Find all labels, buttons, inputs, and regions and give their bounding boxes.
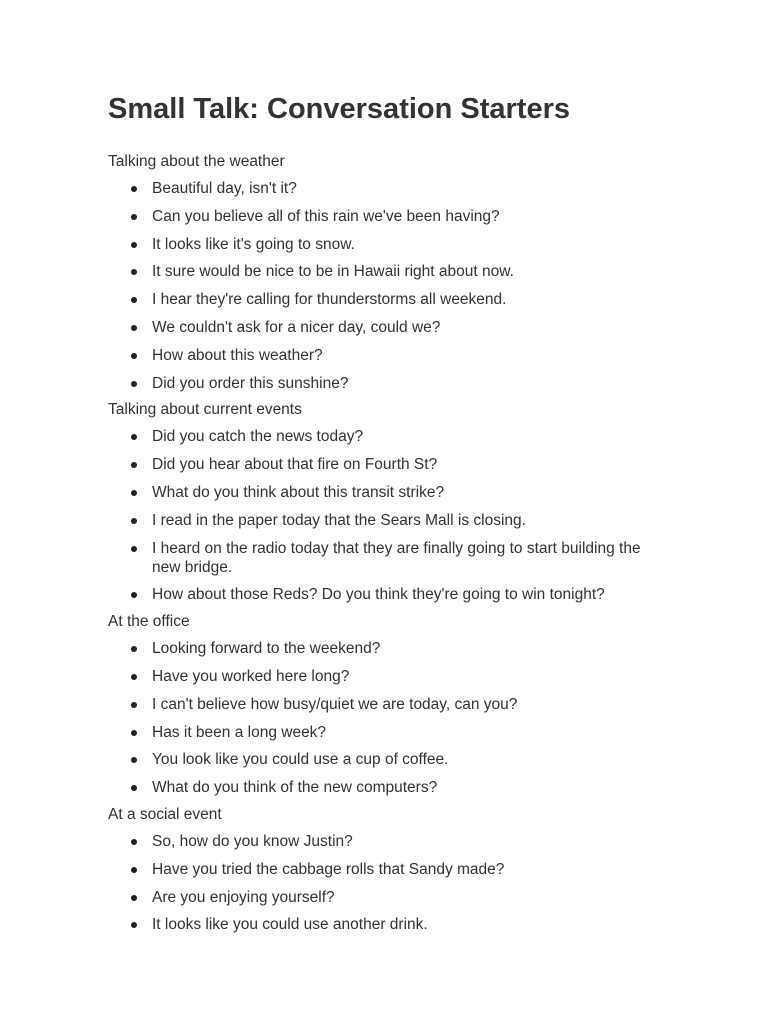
list-item [152,423,668,451]
bullet-icon [131,353,137,359]
list-item-text: What do you think about this transit strike? [152,483,445,501]
list-item-text: It looks like you could use another drink. [152,916,428,934]
section-weather [108,149,668,397]
bullet-icon [131,214,137,220]
list-item-text: So, how do you know Justin? [152,832,353,850]
bullet-icon [131,730,137,736]
list-item [152,884,668,912]
bullet-icon [131,646,137,652]
bullet-icon [131,462,137,468]
list-item-text: Has it been a long week? [152,723,327,741]
list-item [152,342,668,370]
list-item [152,911,668,939]
section-office [108,609,668,802]
list-item-text: Are you enjoying yourself? [152,888,335,906]
section-heading: At a social event [108,805,222,823]
list-item-text: We couldn't ask for a nicer day, could we? [152,318,441,336]
list-item [152,663,668,691]
list-item-text: Did you hear about that fire on Fourth St? [152,456,438,474]
list-item [152,774,668,802]
list-item [152,258,668,286]
bullet-list [108,828,668,939]
bullet-icon [131,785,137,791]
list-item-text: Looking forward to the weekend? [152,640,381,658]
list-item [152,175,668,203]
bullet-icon [131,592,137,598]
list-item [152,203,668,231]
bullet-icon [131,434,137,440]
list-item-text: You look like you could use a cup of coffee. [152,751,449,769]
list-item [152,535,668,582]
list-item-text: Did you catch the news today? [152,428,364,446]
list-item [152,314,668,342]
bullet-icon [131,381,137,387]
list-item-text: How about those Reds? Do you think they're going to win tonight? [152,586,605,604]
list-item-text: I read in the paper today that the Sears Mall is closing. [152,511,526,529]
section-social-event [108,802,668,939]
list-item [152,581,668,609]
bullet-icon [131,490,137,496]
list-item [152,856,668,884]
list-item-text: What do you think of the new computers? [152,779,438,797]
list-item [152,746,668,774]
list-item-text: Did you order this sunshine? [152,374,349,392]
bullet-list [108,635,668,802]
document-title: Small Talk: Conversation Starters [108,93,571,125]
bullet-list [108,175,668,397]
list-item-text: Have you worked here long? [152,667,350,685]
bullet-icon [131,186,137,192]
list-item-text: Have you tried the cabbage rolls that Sandy made? [152,860,505,878]
list-item [152,719,668,747]
list-item-text: It looks like it's going to snow. [152,235,355,253]
bullet-icon [131,269,137,275]
bullet-icon [131,702,137,708]
list-item [152,451,668,479]
bullet-icon [131,757,137,763]
bullet-icon [131,867,137,873]
bullet-icon [131,325,137,331]
bullet-icon [131,922,137,928]
section-current-events [108,397,668,609]
list-item-text: Beautiful day, isn't it? [152,180,297,197]
bullet-list [108,423,668,609]
bullet-icon [131,297,137,303]
list-item [152,286,668,314]
section-heading: Talking about the weather [108,153,285,170]
list-item-text: I heard on the radio today that they are finally going to start building the new bridge. [152,539,641,576]
bullet-icon [131,674,137,680]
list-item-text: It sure would be nice to be in Hawaii right about now. [152,263,514,281]
list-item [152,231,668,259]
list-item-text: I hear they're calling for thunderstorms all weekend. [152,291,507,309]
list-item [152,635,668,663]
section-heading: Talking about current events [108,401,302,419]
bullet-icon [131,839,137,845]
list-item-text: How about this weather? [152,346,323,364]
list-item-text: I can't believe how busy/quiet we are today, can you? [152,695,518,713]
list-item [152,507,668,535]
list-item [152,691,668,719]
list-item-text: Can you believe all of this rain we've been having? [152,207,500,225]
list-item [152,370,668,398]
bullet-icon [131,518,137,524]
list-item [152,479,668,507]
section-heading: At the office [108,613,190,631]
bullet-icon [131,242,137,248]
list-item [152,828,668,856]
bullet-icon [131,895,137,901]
bullet-icon [131,546,137,552]
